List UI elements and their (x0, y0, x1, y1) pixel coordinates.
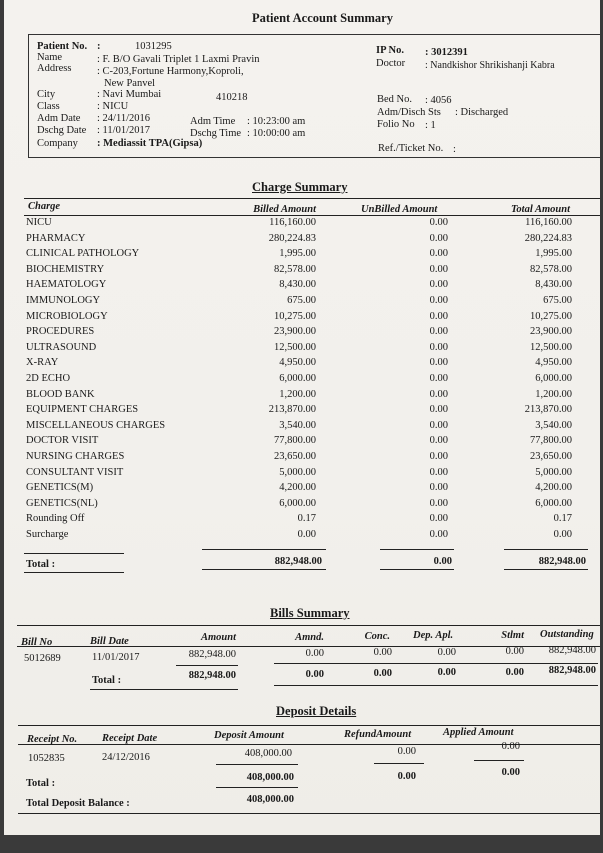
charge-row-unbilled: 0.00 (429, 404, 448, 416)
charge-row-unbilled: 0.00 (429, 513, 448, 525)
charge-row-unbilled: 0.00 (429, 295, 448, 306)
charge-col-unbilled: UnBilled Amount (361, 204, 438, 215)
charge-row-billed: 4,200.00 (279, 482, 316, 494)
charge-row-total: 77,800.00 (530, 435, 572, 447)
class-label: Class (37, 101, 60, 112)
charge-row (4, 389, 600, 405)
charge-row-name: ULTRASOUND (26, 341, 97, 353)
bills-row-bill-date: 11/01/2017 (92, 652, 140, 663)
charge-row-unbilled: 0.00 (429, 232, 448, 244)
folio-value: : 1 (425, 120, 436, 131)
charge-total-rule-unbilled (380, 549, 454, 550)
charge-row (4, 420, 600, 436)
charge-row-name: X-RAY (26, 357, 59, 369)
charge-row-total: 8,430.00 (535, 279, 572, 291)
charge-row-total: 23,900.00 (530, 326, 572, 338)
folio-label: Folio No (377, 119, 415, 130)
charge-total-total: 882,948.00 (538, 556, 586, 567)
deposit-total-rule-applied (474, 760, 524, 761)
adm-date-label: Adm Date (37, 113, 81, 124)
charge-total-billed: 882,948.00 (274, 556, 322, 567)
charge-row-unbilled: 0.00 (429, 310, 448, 322)
charge-total-under-unbilled (380, 569, 454, 570)
deposit-col-applied-amount: Applied Amount (443, 727, 514, 738)
name-label: Name (37, 52, 63, 63)
charge-row-name: MISCELLANEOUS CHARGES (26, 419, 166, 431)
charge-row (4, 357, 600, 373)
deposit-col-refund-amount: RefundAmount (344, 729, 412, 740)
charge-row-total: 4,950.00 (535, 357, 572, 369)
charge-row-name: GENETICS(M) (26, 482, 94, 494)
charge-row-total: 0.00 (553, 529, 572, 540)
charge-summary-title: Charge Summary (252, 180, 348, 194)
dschg-time-label: Dschg Time (190, 128, 242, 139)
deposit-row-deposit: 408,000.00 (244, 748, 292, 759)
charge-row-billed: 1,995.00 (279, 248, 316, 260)
charge-row (4, 295, 600, 311)
charge-row-total: 0.17 (553, 513, 572, 525)
charge-row-total: 6,000.00 (535, 373, 572, 384)
charge-row (4, 498, 600, 514)
charge-row (4, 482, 600, 498)
address-line2: New Panvel (104, 78, 156, 89)
charge-total-under-total (504, 569, 588, 570)
charge-row-unbilled: 0.00 (429, 248, 448, 260)
charge-row-billed: 5,000.00 (279, 466, 316, 478)
charge-row-name: CLINICAL PATHOLOGY (26, 248, 140, 260)
charge-row (4, 326, 600, 342)
charge-row (4, 233, 600, 249)
charge-header-bottom-rule (24, 215, 600, 216)
charge-row (4, 342, 600, 358)
charge-total-rule-total (504, 549, 588, 550)
charge-row (4, 435, 600, 451)
charge-row-name: NURSING CHARGES (26, 451, 125, 462)
deposit-total-refund: 0.00 (397, 771, 416, 782)
charge-row-unbilled: 0.00 (429, 482, 448, 494)
adm-date-value: : 24/11/2016 (97, 113, 150, 124)
name-value: : F. B/O Gavali Triplet 1 Laxmi Pravin (97, 54, 260, 65)
charge-row-total: 82,578.00 (530, 263, 572, 275)
charge-row-unbilled: 0.00 (429, 279, 448, 291)
charge-row-total: 213,870.00 (524, 404, 572, 416)
bills-summary-title: Bills Summary (270, 606, 350, 620)
bills-total-under-left (90, 689, 238, 690)
bills-row-dep-apl: 0.00 (437, 647, 456, 658)
charge-row-total: 12,500.00 (530, 341, 572, 353)
city-label: City (37, 89, 56, 100)
bills-total-conc: 0.00 (373, 668, 392, 679)
charge-row-total: 6,000.00 (535, 497, 572, 509)
deposit-total-rule-refund (374, 763, 424, 764)
bills-total-rule-amount (176, 665, 238, 666)
charge-row (4, 248, 600, 264)
class-value: : NICU (97, 101, 129, 112)
charge-total-under-billed (202, 569, 326, 570)
charge-col-charge: Charge (28, 201, 61, 212)
charge-row (4, 467, 600, 483)
charge-row (4, 311, 600, 327)
bills-col-outstanding: Outstanding (540, 629, 594, 640)
charge-row-billed: 82,578.00 (274, 263, 316, 275)
deposit-total-under-rule (216, 787, 298, 788)
bills-col-amnd: Amnd. (295, 632, 324, 643)
charge-row-billed: 8,430.00 (279, 279, 316, 291)
charge-row-name: DOCTOR VISIT (26, 435, 99, 447)
document-page (4, 0, 600, 835)
charge-row-billed: 12,500.00 (274, 341, 316, 353)
charge-row-unbilled: 0.00 (429, 326, 448, 338)
charge-row-unbilled: 0.00 (429, 357, 448, 369)
bills-row-outstanding: 882,948.00 (548, 645, 596, 656)
doctor-label: Doctor (376, 58, 406, 69)
charge-total-unbilled: 0.00 (433, 556, 452, 567)
charge-total-under-left (24, 572, 124, 573)
bills-total-outstanding: 882,948.00 (548, 665, 596, 676)
charge-row-total: 675.00 (543, 295, 572, 306)
charge-row-total: 10,275.00 (530, 310, 572, 322)
charge-row (4, 451, 600, 467)
bills-row-amount: 882,948.00 (188, 649, 236, 660)
adm-disch-value: : Discharged (455, 107, 509, 118)
bills-total-stlmt: 0.00 (505, 667, 524, 678)
pin-value: 410218 (216, 92, 248, 103)
bills-total-label: Total : (92, 675, 122, 686)
charge-row-name: Surcharge (26, 529, 69, 540)
bills-row-bill-no: 5012689 (24, 653, 61, 664)
charge-row-name: PHARMACY (26, 232, 86, 244)
ref-label: Ref./Ticket No. (378, 143, 444, 154)
charge-row-billed: 6,000.00 (279, 373, 316, 384)
charge-row-name: 2D ECHO (26, 373, 71, 384)
charge-row-unbilled: 0.00 (429, 217, 448, 228)
bills-col-bill-no: Bill No (21, 637, 53, 648)
charge-row (4, 529, 600, 545)
patient-no-colon: : (97, 41, 101, 52)
deposit-col-deposit-amount: Deposit Amount (214, 730, 284, 741)
charge-row-name: HAEMATOLOGY (26, 279, 107, 291)
charge-row-unbilled: 0.00 (429, 497, 448, 509)
charge-row (4, 217, 600, 233)
dschg-time-value: : 10:00:00 am (247, 128, 306, 139)
charge-row-billed: 4,950.00 (279, 357, 316, 369)
charge-row-billed: 10,275.00 (274, 310, 316, 322)
bed-no-value: : 4056 (425, 95, 452, 106)
doctor-value: : Nandkishor Shrikishanji Kabra (425, 60, 555, 71)
bed-no-label: Bed No. (377, 94, 412, 105)
charge-row-name: GENETICS(NL) (26, 497, 98, 509)
bills-col-bill-date: Bill Date (90, 636, 129, 647)
deposit-total-label: Total : (26, 778, 56, 789)
address-line1: : C-203,Fortune Harmony,Koproli, (97, 66, 244, 77)
charge-row-billed: 0.00 (297, 529, 316, 540)
deposit-balance-value: 408,000.00 (246, 794, 294, 805)
charge-row-total: 23,650.00 (530, 451, 572, 462)
charge-row-billed: 116,160.00 (269, 217, 316, 228)
charge-row (4, 279, 600, 295)
bills-col-conc: Conc. (364, 631, 390, 642)
charge-row-billed: 3,540.00 (279, 419, 316, 431)
charge-row-billed: 23,900.00 (274, 326, 316, 338)
deposit-header-top-rule (18, 725, 600, 726)
bills-col-stlmt: Stlmt (501, 630, 524, 641)
company-value: : Mediassit TPA(Gipsa) (97, 138, 203, 149)
charge-row-unbilled: 0.00 (429, 435, 448, 447)
bills-total-amount: 882,948.00 (188, 670, 236, 681)
charge-row-unbilled: 0.00 (429, 388, 448, 400)
deposit-total-deposit: 408,000.00 (246, 772, 294, 783)
adm-disch-label: Adm/Disch Sts (377, 107, 441, 118)
charge-row-total: 3,540.00 (535, 419, 572, 431)
deposit-row-receipt-date: 24/12/2016 (102, 752, 150, 763)
charge-row-name: NICU (26, 217, 52, 228)
charge-row-unbilled: 0.00 (429, 341, 448, 353)
bills-row-stlmt: 0.00 (505, 646, 524, 657)
charge-col-billed: Billed Amount (253, 204, 316, 215)
charge-row-billed: 675.00 (287, 295, 316, 306)
charge-row-unbilled: 0.00 (429, 529, 448, 540)
charge-row-billed: 1,200.00 (279, 388, 316, 400)
charge-row (4, 264, 600, 280)
adm-time-value: : 10:23:00 am (247, 116, 306, 127)
charge-row-name: PROCEDURES (26, 326, 95, 338)
charge-row-name: EQUIPMENT CHARGES (26, 404, 139, 416)
bills-total-rule-right (274, 663, 598, 664)
charge-row-name: IMMUNOLOGY (26, 295, 101, 306)
deposit-details-title: Deposit Details (276, 704, 357, 718)
dschg-date-label: Dschg Date (37, 125, 87, 136)
charge-row-name: BLOOD BANK (26, 388, 95, 400)
charge-row-billed: 0.17 (297, 513, 316, 525)
charge-row-unbilled: 0.00 (429, 263, 448, 275)
charge-row-total: 1,995.00 (535, 248, 572, 260)
charge-header-top-rule (24, 198, 600, 199)
page-title: Patient Account Summary (252, 11, 393, 25)
charge-row-total: 116,160.00 (525, 217, 572, 228)
deposit-row-receipt-no: 1052835 (28, 753, 65, 764)
charge-row-unbilled: 0.00 (429, 466, 448, 478)
deposit-bottom-rule (18, 813, 600, 814)
charge-row-billed: 280,224.83 (268, 232, 316, 244)
deposit-balance-label: Total Deposit Balance : (26, 798, 130, 809)
city-value: : Navi Mumbai (97, 89, 162, 100)
deposit-col-receipt-date: Receipt Date (102, 733, 158, 744)
bills-row-amnd: 0.00 (305, 648, 324, 659)
bills-total-under-right (274, 685, 598, 686)
ip-no-label: IP No. (376, 45, 405, 56)
deposit-col-receipt-no: Receipt No. (27, 734, 78, 745)
adm-time-label: Adm Time (190, 116, 236, 127)
charge-col-total: Total Amount (510, 204, 570, 215)
dschg-date-value: : 11/01/2017 (97, 125, 150, 136)
charge-row-name: BIOCHEMISTRY (26, 263, 105, 275)
charge-row-billed: 23,650.00 (274, 451, 316, 462)
ref-value: : (453, 144, 456, 155)
deposit-total-rule-deposit (216, 764, 298, 765)
deposit-total-applied: 0.00 (501, 767, 520, 778)
charge-row-total: 5,000.00 (535, 466, 572, 478)
charge-row (4, 513, 600, 529)
bills-col-dep-apl: Dep. Apl. (413, 630, 454, 641)
charge-row-billed: 213,870.00 (268, 404, 316, 416)
charge-row-total: 280,224.83 (524, 232, 572, 244)
bills-col-amount: Amount (200, 632, 236, 643)
charge-row-total: 4,200.00 (535, 482, 572, 494)
bills-total-amnd: 0.00 (305, 669, 324, 680)
charge-row-name: Rounding Off (26, 513, 85, 525)
charge-row-unbilled: 0.00 (429, 373, 448, 384)
bills-header-top-rule (17, 625, 600, 626)
charge-row-unbilled: 0.00 (429, 451, 448, 462)
deposit-row-applied: 0.00 (501, 741, 520, 752)
charge-total-label: Total : (26, 559, 56, 570)
bills-row-conc: 0.00 (373, 647, 392, 658)
charge-row-name: MICROBIOLOGY (26, 310, 108, 322)
charge-total-rule-billed (202, 549, 326, 550)
charge-row-name: CONSULTANT VISIT (26, 466, 124, 478)
charge-row-billed: 77,800.00 (274, 435, 316, 447)
charge-row (4, 404, 600, 420)
address-label: Address (37, 63, 72, 74)
patient-no-label: Patient No. (37, 41, 88, 52)
bills-total-dep-apl: 0.00 (437, 667, 456, 678)
company-label: Company (37, 138, 78, 149)
patient-no-value: 1031295 (135, 41, 172, 52)
charge-row-total: 1,200.00 (535, 388, 572, 400)
ip-no-value: : 3012391 (425, 47, 468, 58)
charge-row-billed: 6,000.00 (279, 497, 316, 509)
charge-total-rule-left (24, 553, 124, 554)
charge-row-unbilled: 0.00 (429, 419, 448, 431)
charge-row (4, 373, 600, 389)
deposit-row-refund: 0.00 (397, 746, 416, 757)
